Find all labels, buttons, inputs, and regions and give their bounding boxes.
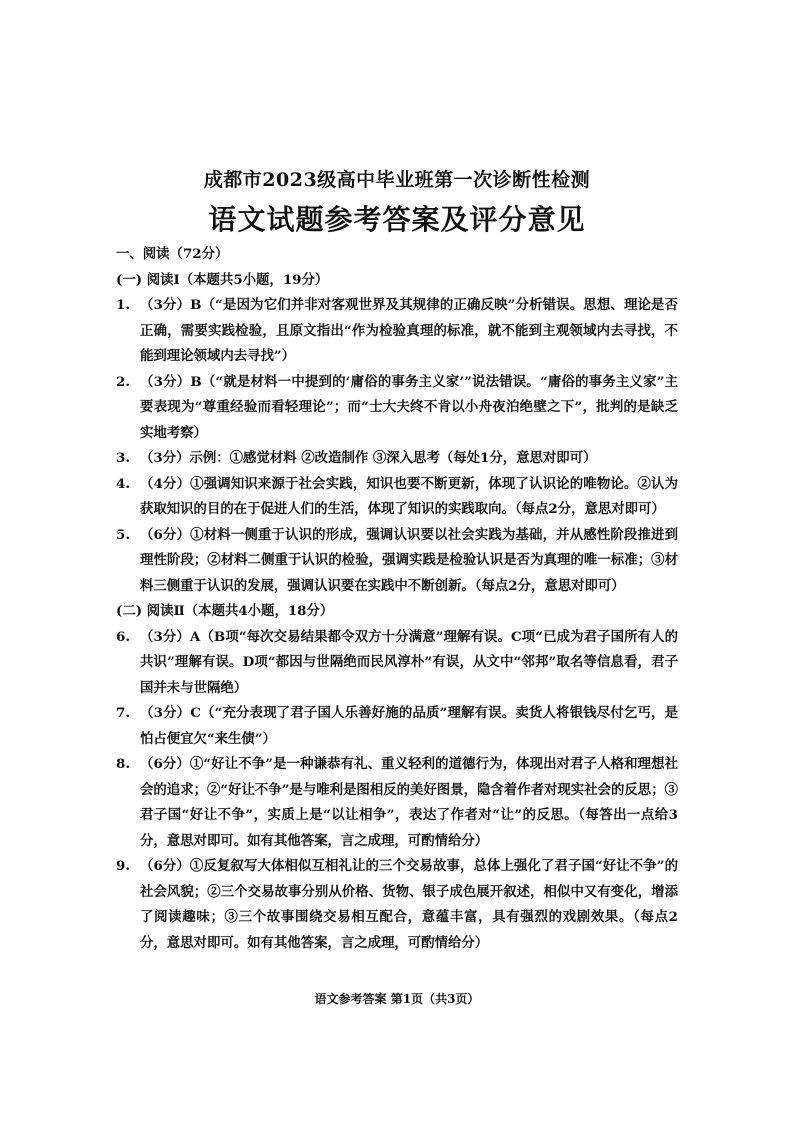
answer-number: 5. — [116, 526, 130, 543]
answer-number: 6. — [116, 628, 130, 645]
answer-number: 4. — [116, 475, 130, 492]
answer-text: （6分）①“好让不争”是一种谦恭有礼、重义轻利的道德行为，体现出对君子人格和理想社会的追求；②“好让不争”是与唯利是图相反的美好图景，隐含着作者对现实社会的反思；③君子国“好让不争”，实质上是“以让相争”，表达了作者对“让”的反思。（每答出一点给3分，意思对即可。如有其他答案，言之成理，可酌情给分） — [140, 756, 678, 849]
answer-number: 2. — [116, 373, 130, 390]
answer-text: （4分）①强调知识来源于社会实践，知识也要不断更新，体现了认识论的唯物论。②认为获取知识的目的在于促进人们的生活，体现了知识的实践取向。（每点2分，意思对即可） — [140, 475, 678, 517]
answer-text: （6分）①反复叙写大体相似互相礼让的三个交易故事，总体上强化了君子国“好让不争”的社会风貌；②三个交易故事分别从价格、货物、银子成色展开叙述，相似中又有变化，增添了阅读趣味；③三个故事围绕交易相互配合，意蕴丰富，具有强烈的戏剧效果。（每点2分，意思对即可。如有其他答案，言之成理，可酌情给分） — [140, 858, 678, 951]
answer-number: 8. — [116, 756, 130, 772]
answer-text: （3分）示例：①感觉材料 ②改造制作 ③深入思考（每处1分，意思对即可） — [140, 450, 597, 466]
document-title: 语文试题参考答案及评分意见 — [208, 203, 586, 236]
answer-content — [116, 242, 678, 956]
answer-item-6 — [116, 625, 678, 702]
answer-item-3 — [116, 446, 678, 472]
answer-item-4 — [116, 472, 678, 523]
answer-number: 7. — [116, 705, 130, 721]
answer-item-8 — [116, 752, 678, 854]
answer-item-2 — [116, 370, 678, 447]
section-heading-reading: 一、阅读（72分） — [116, 246, 229, 262]
page-footer: 语文参考答案 第1页（共3页） — [314, 992, 480, 1006]
answer-item-5 — [116, 523, 678, 600]
answer-text: （6分）①材料一侧重于认识的形成，强调认识要以社会实践为基础，并从感性阶段推进到理性阶段；②材料二侧重于认识的检验，强调实践是检验认识是否为真理的唯一标准；③材料三侧重于认识的发展，强调认识要在实践中不断创新。（每点2分，意思对即可） — [140, 526, 678, 594]
answer-number: 3. — [116, 450, 130, 466]
answer-item-1 — [116, 293, 678, 370]
subsection-heading-reading2: (二) 阅读Ⅱ（本题共4小题，18分） — [116, 603, 334, 619]
subsection-heading-reading1: (一) 阅读Ⅰ（本题共5小题，19分） — [116, 271, 329, 288]
answer-text: （3分）B（“是因为它们并非对客观世界及其规律的正确反映”分析错误。思想、理论是否正确，需要实践检验，且原文指出“作为检验真理的标准，就不能到主观领域内去寻找，不能到理论领域内去寻找”） — [140, 297, 678, 364]
exam-title: 成都市2023级高中毕业班第一次诊断性检测 — [203, 169, 591, 191]
answer-text: （3分）B（“就是材料一中提到的‘庸俗的事务主义家’”说法错误。“庸俗的事务主义家”主要表现为“尊重经验而看轻理论”；而“士大夫终不肯以小舟夜泊绝壁之下”，批判的是缺乏实地考察） — [140, 373, 678, 441]
answer-item-9 — [116, 854, 678, 956]
answer-number: 1. — [116, 297, 130, 313]
answer-text: （3分）A（B项“每次交易结果都令双方十分满意”理解有误。C项“已成为君子国所有人的共识”理解有误。D项“都因与世隔绝而民风淳朴”有误，从文中“邻邦”取名等信息看，君子国并未与世隔绝） — [140, 628, 678, 696]
answer-item-7 — [116, 701, 678, 752]
answer-number: 9. — [116, 858, 130, 874]
answer-text: （3分）C（“充分表现了君子国人乐善好施的品质”理解有误。卖货人将银钱尽付乞丐，是怕占便宜欠“来生债”） — [140, 705, 678, 747]
